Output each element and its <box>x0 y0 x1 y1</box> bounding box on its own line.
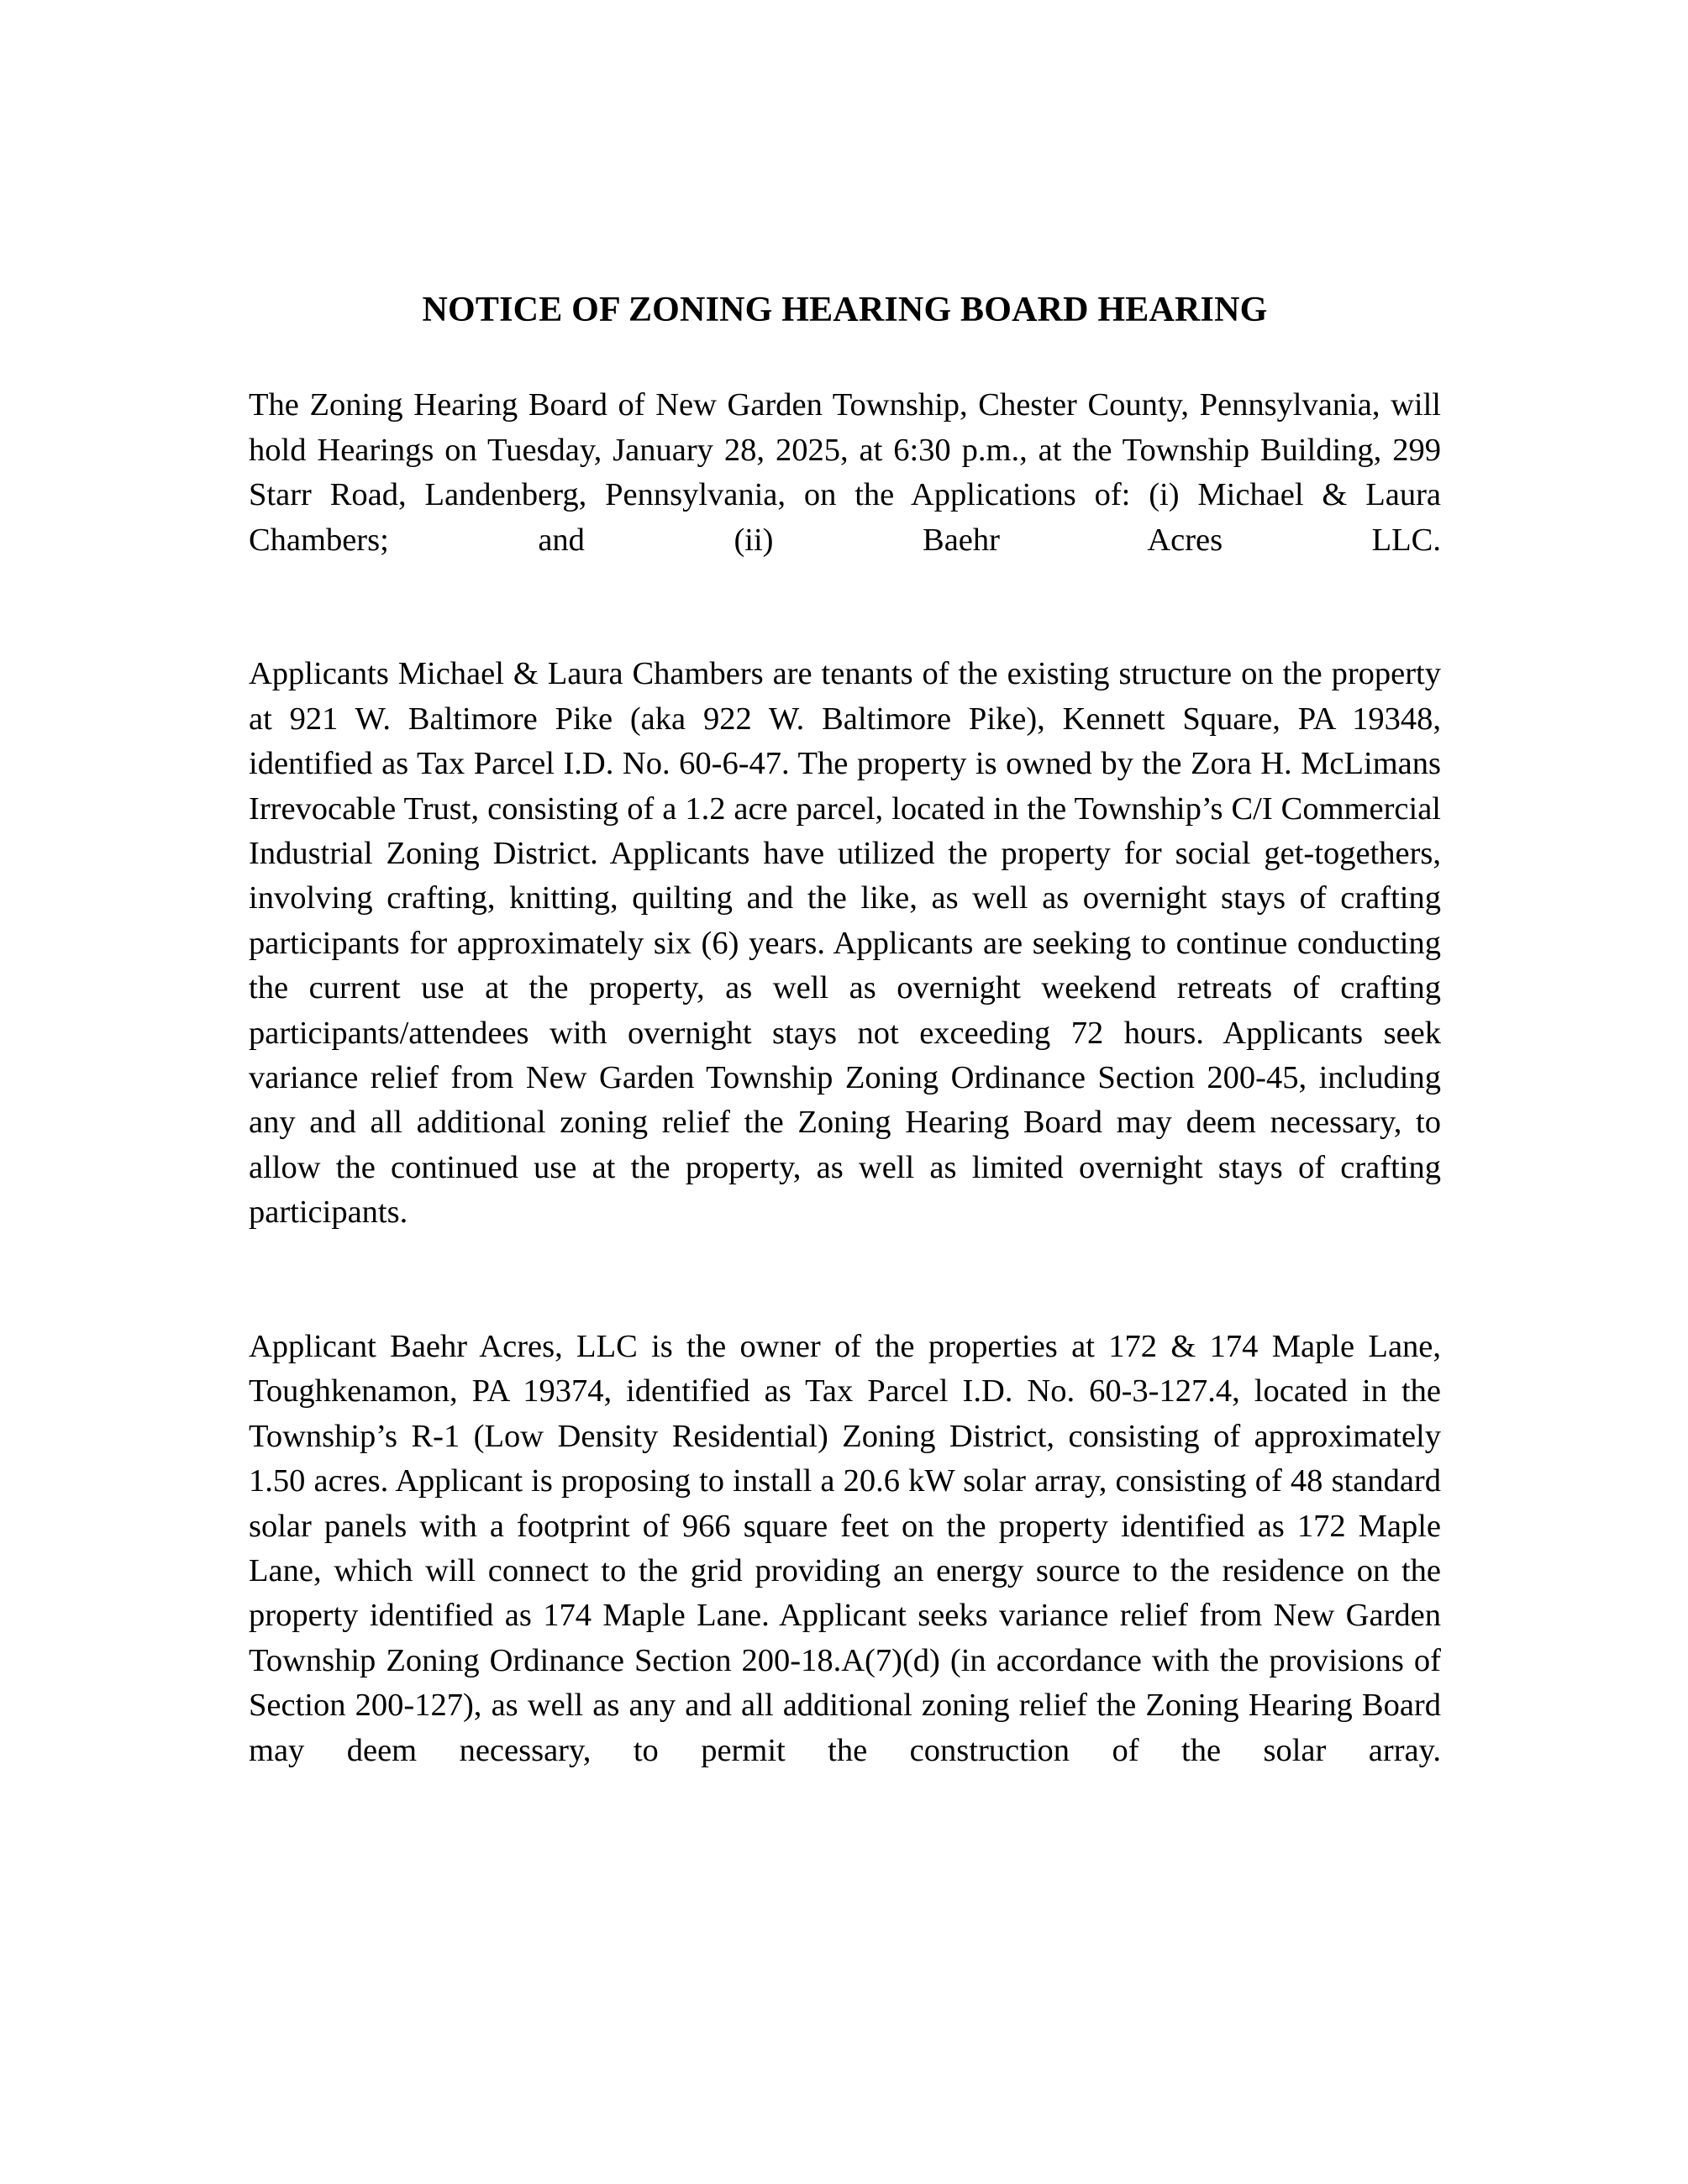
paragraph-hearing-notice: The Zoning Hearing Board of New Garden Township, Chester County, Pennsylvania, will hold Hearings on Tuesday, January 28, 2025, at 6:30 p.m., at the Township Building, 299 Starr Road, Landenberg, Pennsylvania, on the Applications of: (i) Michael & Laura Chambers; and (ii) Baehr Acres LLC. <box>249 387 1441 558</box>
paragraph-baehr-acres-application: Applicant Baehr Acres, LLC is the owner of the properties at 172 & 174 Maple Lane, Toughkenamon, PA 19374, identified as Tax Parcel I.D. No. 60-3-127.4, located in the Township’s R-1 (Low Density Residential) Zoning District, consisting of approximately 1.50 acres. Applicant is proposing to install a 20.6 kW solar array, consisting of 48 standard solar panels with a footprint of 966 square feet on the property identified as 172 Maple Lane, which will connect to the grid providing an energy source to the residence on the property identified as 174 Maple Lane. Applicant seeks variance relief from New Garden Township Zoning Ordinance Section 200-18.A(7)(d) (in accordance with the provisions of Section 200-127), as well as any and all additional zoning relief the Zoning Hearing Board may deem necessary, to permit the construction of the solar array. <box>249 1329 1441 1768</box>
page-title: NOTICE OF ZONING HEARING BOARD HEARING <box>422 291 1268 329</box>
document-body <box>249 0 1441 1818</box>
paragraph-chambers-application: Applicants Michael & Laura Chambers are tenants of the existing structure on the property at 921 W. Baltimore Pike (aka 922 W. Baltimore Pike), Kennett Square, PA 19348, identified as Tax Parcel I.D. No. 60-6-47. The property is owned by the Zora H. McLimans Irrevocable Trust, consisting of a 1.2 acre parcel, located in the Township’s C/I Commercial Industrial Zoning District. Applicants have utilized the property for social get-togethers, involving crafting, knitting, quilting and the like, as well as overnight stays of crafting participants for approximately six (6) years. Applicants are seeking to continue conducting the current use at the property, as well as overnight weekend retreats of crafting participants/attendees with overnight stays not exceeding 72 hours. Applicants seek variance relief from New Garden Township Zoning Ordinance Section 200-45, including any and all additional zoning relief the Zoning Hearing Board may deem necessary, to allow the continued use at the property, as well as limited overnight stays of crafting participants. <box>249 656 1441 1231</box>
